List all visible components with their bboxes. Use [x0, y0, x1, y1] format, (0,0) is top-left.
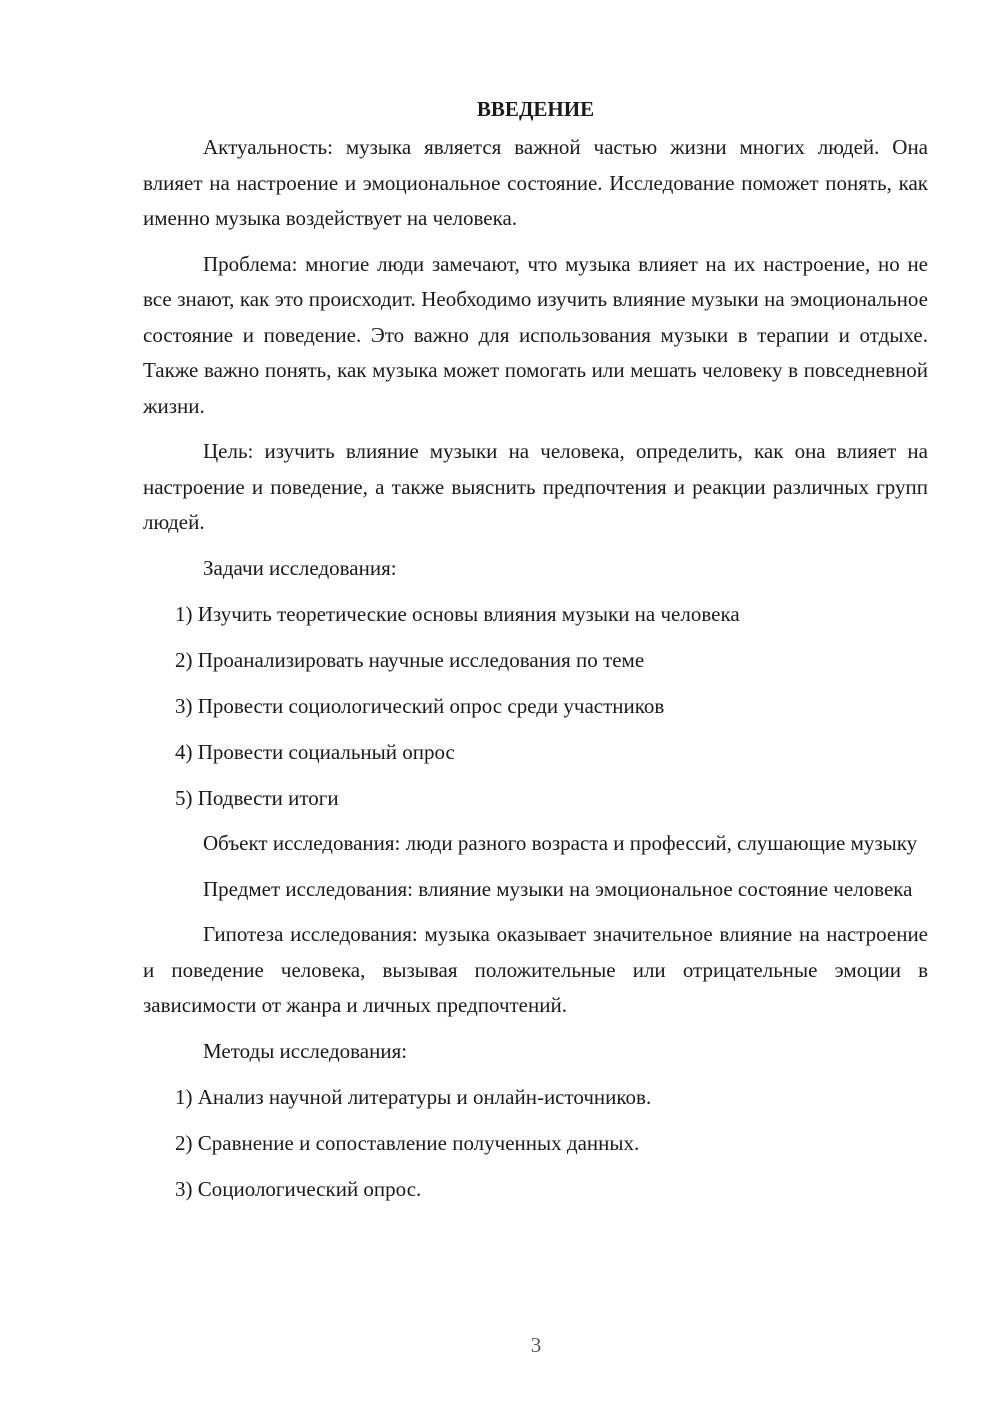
- task-item: 3) Провести социологический опрос среди участников: [175, 693, 665, 718]
- task-item: 2) Проанализировать научные исследования по теме: [175, 647, 645, 672]
- method-item: 1) Анализ научной литературы и онлайн-источников.: [175, 1084, 652, 1109]
- goal-paragraph: Цель: изучить влияние музыки на человека, определить, как она влияет на настроение и поведение, а также выяснить предпочтения и реакции различных групп людей.: [143, 439, 928, 534]
- method-item: 3) Социологический опрос.: [175, 1176, 422, 1201]
- relevance-paragraph: Актуальность: музыка является важной частью жизни многих людей. Она влияет на настроение и эмоциональное состояние. Исследование поможет понять, как именно музыка воздействует на человека.: [143, 135, 928, 230]
- methods-heading: Методы исследования:: [203, 1038, 408, 1063]
- task-item: 1) Изучить теоретические основы влияния музыки на человека: [175, 601, 740, 626]
- document-page: [143, 92, 928, 1207]
- method-item: 2) Сравнение и сопоставление полученных данных.: [175, 1130, 640, 1155]
- page-title: ВВЕДЕНИЕ: [476, 97, 595, 121]
- task-item: 4) Провести социальный опрос: [175, 739, 455, 764]
- tasks-heading: Задачи исследования:: [203, 555, 397, 580]
- task-item: 5) Подвести итоги: [175, 785, 339, 810]
- hypothesis-paragraph: Гипотеза исследования: музыка оказывает значительное влияние на настроение и поведение человека, вызывая положительные или отрицательные эмоции в зависимости от жанра и личных предпочтений.: [143, 922, 928, 1017]
- page-number: 3: [530, 1333, 542, 1357]
- problem-paragraph: Проблема: многие люди замечают, что музыка влияет на их настроение, но не все знают, как это происходит. Необходимо изучить влияние музыки на эмоциональное состояние и поведение. Это важно для использования музыки в терапии и отдыхе. Также важно понять, как музыка может помогать или мешать человеку в повседневной жизни.: [143, 251, 928, 418]
- subject-paragraph: Предмет исследования: влияние музыки на эмоциональное состояние человека: [203, 876, 913, 901]
- object-paragraph: Объект исследования: люди разного возраста и профессий, слушающие музыку: [203, 831, 918, 855]
